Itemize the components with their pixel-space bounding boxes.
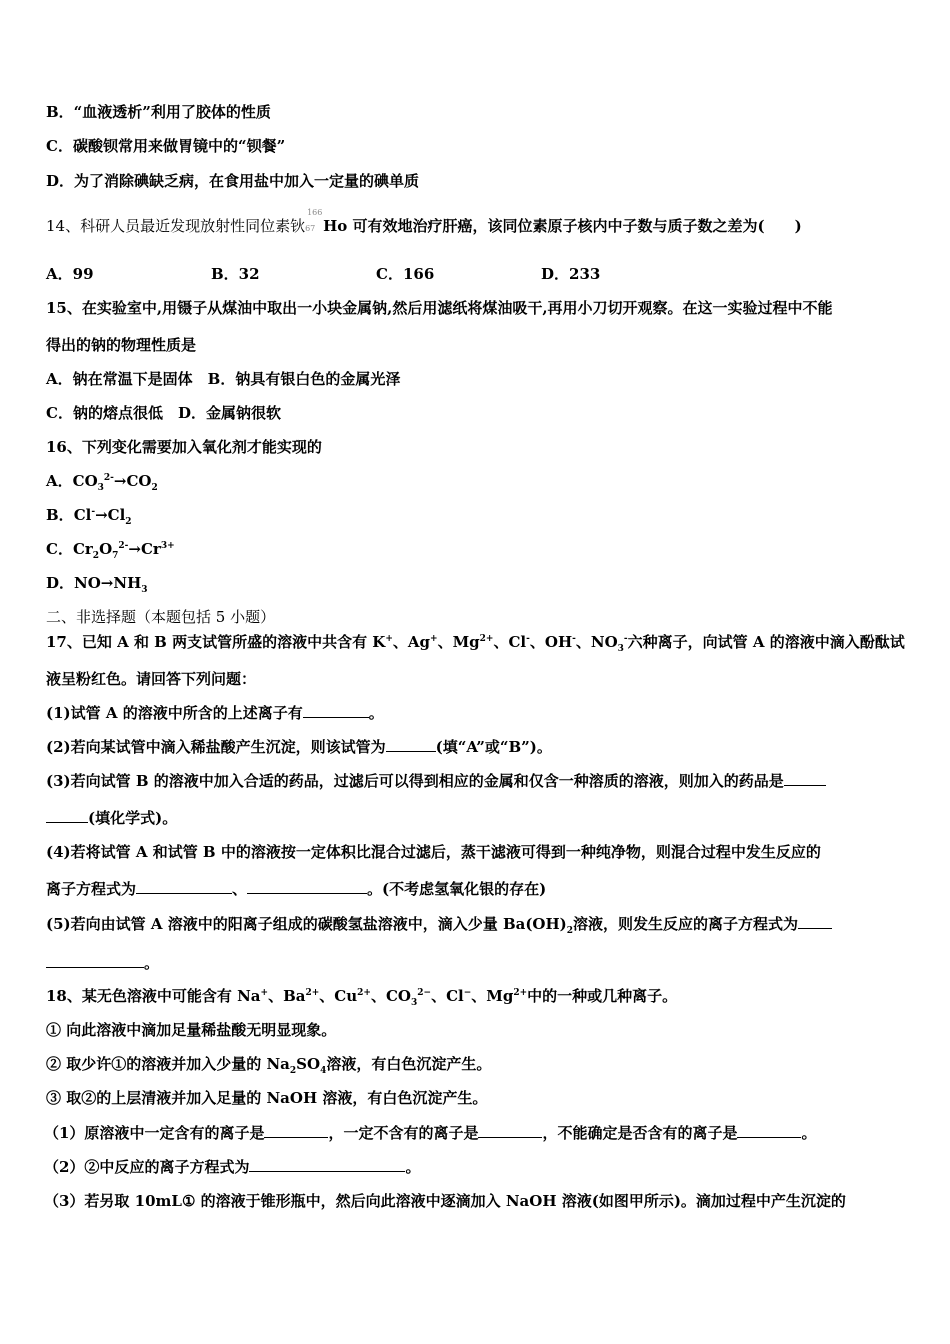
q17-part4: (4)若将试管 A 和试管 B 中的溶液按一定体积比混合过滤后，蒸干滤液可得到一种纯净物，则混合过程中发生反应的 (46, 843, 821, 861)
q17-stem-line1: 17、已知 A 和 B 两支试管所盛的溶液中共含有 K+、Ag+、$Mg^{2+}$、Cl-、OH-、$NO_3^-$六种离子，向试管 A 的溶液中滴入酚酞试 (46, 633, 905, 654)
q16-option-a: A．$CO_3^{2-}\to CO_2$ (46, 472, 158, 493)
q15-stem-line1: 15、在实验室中,用镊子从煤油中取出一小块金属钠,然后用滤纸将煤油吸干,再用小刀切开观察。在这一实验过程中不能 (46, 299, 833, 317)
q16-option-b: B．$Cl^-\to Cl_2$ (46, 506, 132, 527)
q17-part2: (2)若向某试管中滴入稀盐酸产生沉淀，则该试管为 (填“A”或“B”)。 (46, 738, 552, 756)
isotope-symbol: Ho (323, 217, 348, 235)
answer-blank[interactable] (303, 703, 369, 718)
answer-blank[interactable] (784, 771, 826, 786)
isotope-mass-number: 166 (307, 208, 323, 217)
isotope-notation (305, 208, 323, 237)
q18-part1: （1）原溶液中一定含有的离子是 ，一定不含有的离子是 ，不能确定是否含有的离子是 。 (44, 1124, 817, 1142)
answer-blank[interactable] (46, 953, 144, 968)
section-heading: 二、非选择题（本题包括 5 小题） (46, 608, 276, 626)
answer-blank[interactable] (386, 737, 436, 752)
q14-option-c: C．166 (376, 265, 435, 283)
answer-blank[interactable] (798, 914, 832, 929)
answer-blank[interactable] (249, 1157, 405, 1172)
q17-part3: (3)若向试管 B 的溶液中加入合适的药品，过滤后可以得到相应的金属和仅含一种溶质的溶液，则加入的药品是 (46, 771, 826, 791)
q16-stem: 16、下列变化需要加入氧化剂才能实现的 (46, 438, 322, 456)
isotope-atomic-number: 67 (305, 224, 316, 233)
q18-step2: ② 取少许①的溶液并加入少量的 $Na_2SO_4$溶液，有白色沉淀产生。 (46, 1055, 492, 1076)
q15-stem-line2: 得出的钠的物理性质是 (46, 336, 197, 354)
answer-blank[interactable] (478, 1123, 542, 1138)
q15-options-ab: A．钠在常温下是固体 B．钠具有银白色的金属光泽 (46, 370, 401, 388)
q15-options-cd: C．钠的熔点很低 D．金属钠很软 (46, 404, 281, 422)
q16-option-c: C．$Cr_2O_7^{2-}\to Cr^{3+}$ (46, 540, 175, 561)
q18-step1: ① 向此溶液中滴加足量稀盐酸无明显现象。 (46, 1021, 337, 1039)
q13-option-d: D．为了消除碘缺乏病，在食用盐中加入一定量的碘单质 (46, 172, 420, 190)
q14-option-b: B．32 (211, 265, 260, 283)
answer-blank[interactable] (264, 1123, 328, 1138)
q14-close-paren: ) (794, 217, 802, 235)
answer-blank[interactable] (737, 1123, 801, 1138)
q17-part4-cont: 离子方程式为 、 。(不考虑氢氧化银的存在) (46, 880, 547, 898)
q13-option-b: B．“血液透析”利用了胶体的性质 (46, 103, 271, 121)
answer-blank[interactable] (136, 879, 232, 894)
q14-suffix: 可有效地治疗肝癌，该同位素原子核内中子数与质子数之差为( (352, 217, 765, 235)
q14-stem (46, 208, 802, 237)
q14-prefix: 14、科研人员最近发现放射性同位素钬 (46, 217, 306, 235)
q18-step3: ③ 取②的上层清液并加入足量的 NaOH 溶液，有白色沉淀产生。 (46, 1089, 488, 1107)
q14-option-a: A．99 (46, 265, 94, 283)
q17-part1: (1)试管 A 的溶液中所含的上述离子有 。 (46, 704, 384, 722)
q16-option-d: D．$NO\to NH_3$ (46, 574, 148, 595)
q17-part5: (5)若向由试管 A 溶液中的阳离子组成的碳酸氢盐溶液中，滴入少量 $Ba(OH)_2$溶液，则发生反应的离子方程式为 (46, 914, 832, 934)
q13-option-c: C．碳酸钡常用来做胃镜中的“钡餐” (46, 137, 286, 155)
q18-stem: 18、某无色溶液中可能含有 Na+、$Ba^{2+}$、$Cu^{2+}$、$CO_3^{2-}$、Cl−、$Mg^{2+}$中的一种或几种离子。 (46, 987, 678, 1008)
q18-part3: （3）若另取 10mL① 的溶液于锥形瓶中，然后向此溶液中逐滴加入 NaOH 溶液(如图甲所示)。滴加过程中产生沉淀的 (44, 1192, 846, 1210)
q17-part3-cont: (填化学式)。 (46, 808, 177, 828)
q14-option-d: D．233 (541, 265, 601, 283)
q17-part5-cont: 。 (46, 953, 159, 973)
answer-blank[interactable] (46, 808, 88, 823)
answer-blank[interactable] (247, 879, 367, 894)
q17-stem-line2: 液呈粉红色。请回答下列问题： (46, 670, 257, 688)
q18-part2: （2）②中反应的离子方程式为 。 (44, 1158, 421, 1176)
